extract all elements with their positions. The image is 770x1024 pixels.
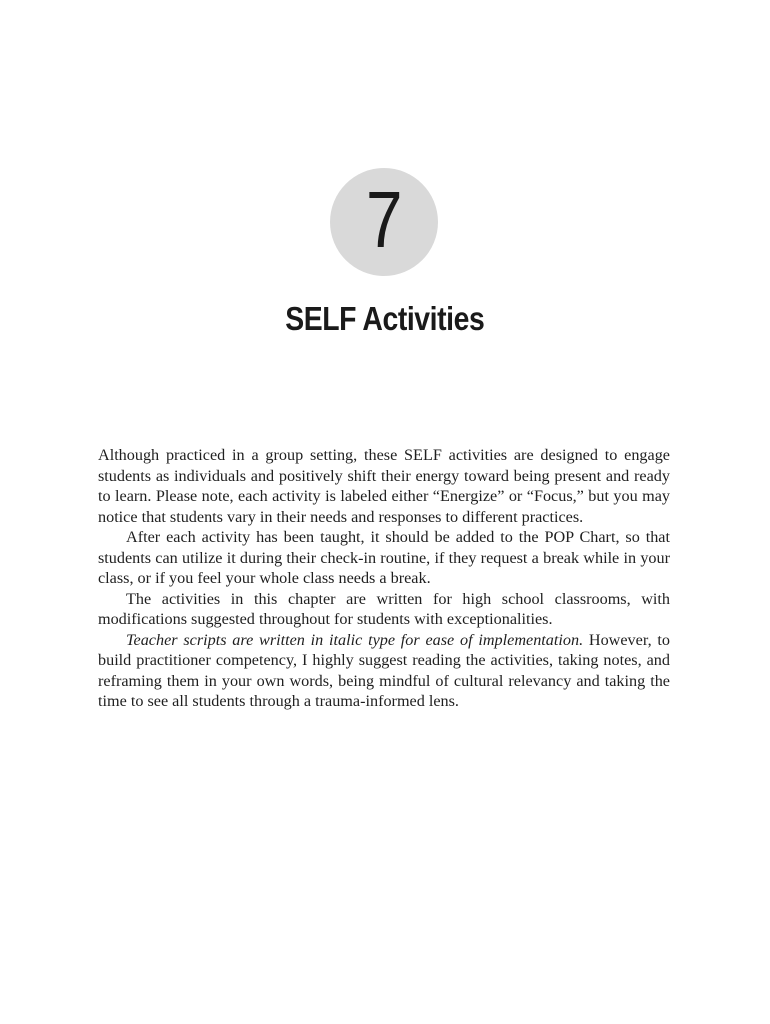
paragraph-4-text: However, to build practitioner competency, I highly suggest reading the activities, taking notes, and reframing them in your own words, being mindful of cultural relevancy and taking the time to see all students through a trauma-informed lens.: [98, 630, 670, 710]
paragraph-2: After each activity has been taught, it should be added to the POP Chart, so that students can utilize it during their check-in routine, if they request a break while in your class, or if you feel your whole class needs a break.: [98, 528, 670, 587]
paragraph-4-italic: Teacher scripts are written in italic type for ease of implementation.: [126, 630, 584, 649]
chapter-number: 7: [365, 175, 403, 264]
chapter-title: [0, 300, 770, 338]
chapter-number-badge: [330, 168, 438, 276]
paragraph-1: Although practiced in a group setting, these SELF activities are designed to engage students as individuals and positively shift their energy toward being present and ready to learn. Please note, each activity is labeled either “Energize” or “Focus,” but you may notice that students vary in their needs and responses to different practices.: [98, 446, 670, 526]
paragraph-4: [98, 630, 670, 712]
chapter-title-text: SELF Activities: [285, 300, 485, 337]
chapter-intro-text: [98, 445, 670, 712]
paragraph-3: The activities in this chapter are written for high school classrooms, with modifications suggested throughout for students with exceptionalities.: [98, 589, 670, 628]
